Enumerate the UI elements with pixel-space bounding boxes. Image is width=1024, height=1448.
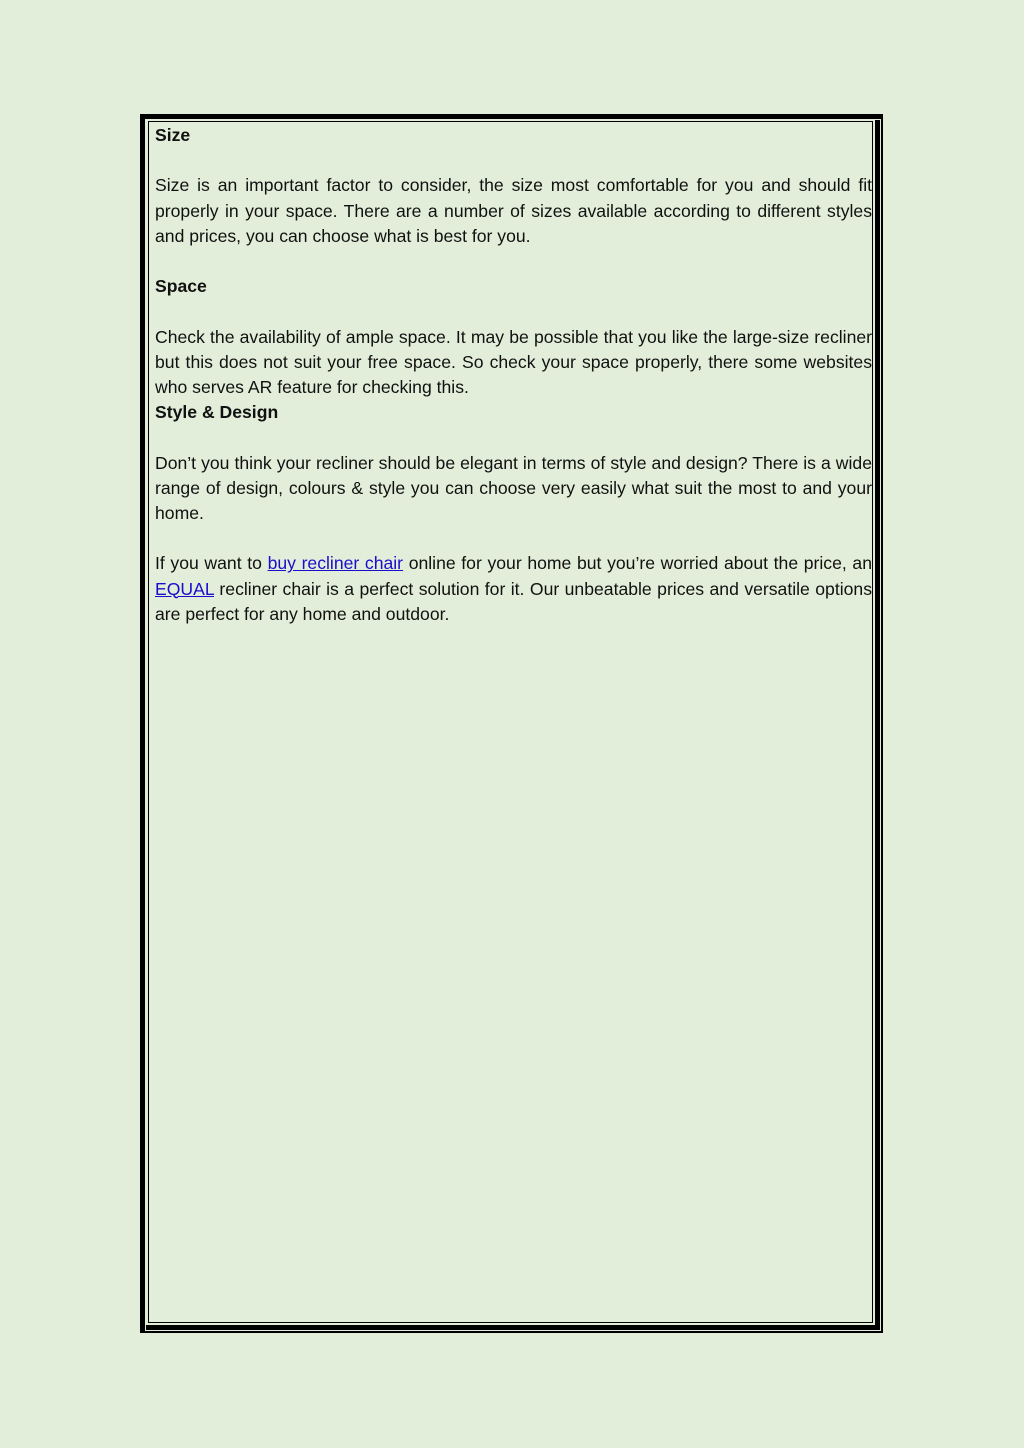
equal-link[interactable]: EQUAL: [155, 578, 214, 599]
style-design-heading: Style & Design: [155, 402, 279, 423]
closing-text-3: recliner chair is a perfect solution for it. Our unbeatable prices and versatile options are perfect for any home and outdoor.: [155, 578, 872, 624]
spacer: [155, 249, 872, 274]
style-design-paragraph: Don’t you think your recliner should be elegant in terms of style and design? There is a wide range of design, colours & style you can choose very easily what suit the most to and your home.: [155, 452, 872, 523]
spacer: [155, 148, 872, 173]
closing-paragraph: [155, 551, 872, 627]
spacer: [155, 299, 872, 324]
spacer: [155, 526, 872, 551]
buy-recliner-chair-link[interactable]: buy recliner chair: [267, 553, 404, 574]
closing-text-1: If you want to: [155, 553, 268, 574]
size-heading: Size: [155, 125, 191, 145]
space-heading: Space: [155, 276, 207, 297]
size-paragraph: Size is an important factor to consider, the size most comfortable for you and should fit properly in your space. There are a number of sizes available according to different styles and prices, you can choose what is best for you.: [155, 175, 872, 246]
closing-text-2: online for your home but you’re worried about the price, an: [403, 553, 872, 574]
document-body: [155, 123, 872, 627]
spacer: [155, 425, 872, 450]
space-paragraph: Check the availability of ample space. It may be possible that you like the large-size recliner but this does not suit your free space. So check your space properly, there some websites who serves AR feature for checking this.: [155, 326, 872, 397]
